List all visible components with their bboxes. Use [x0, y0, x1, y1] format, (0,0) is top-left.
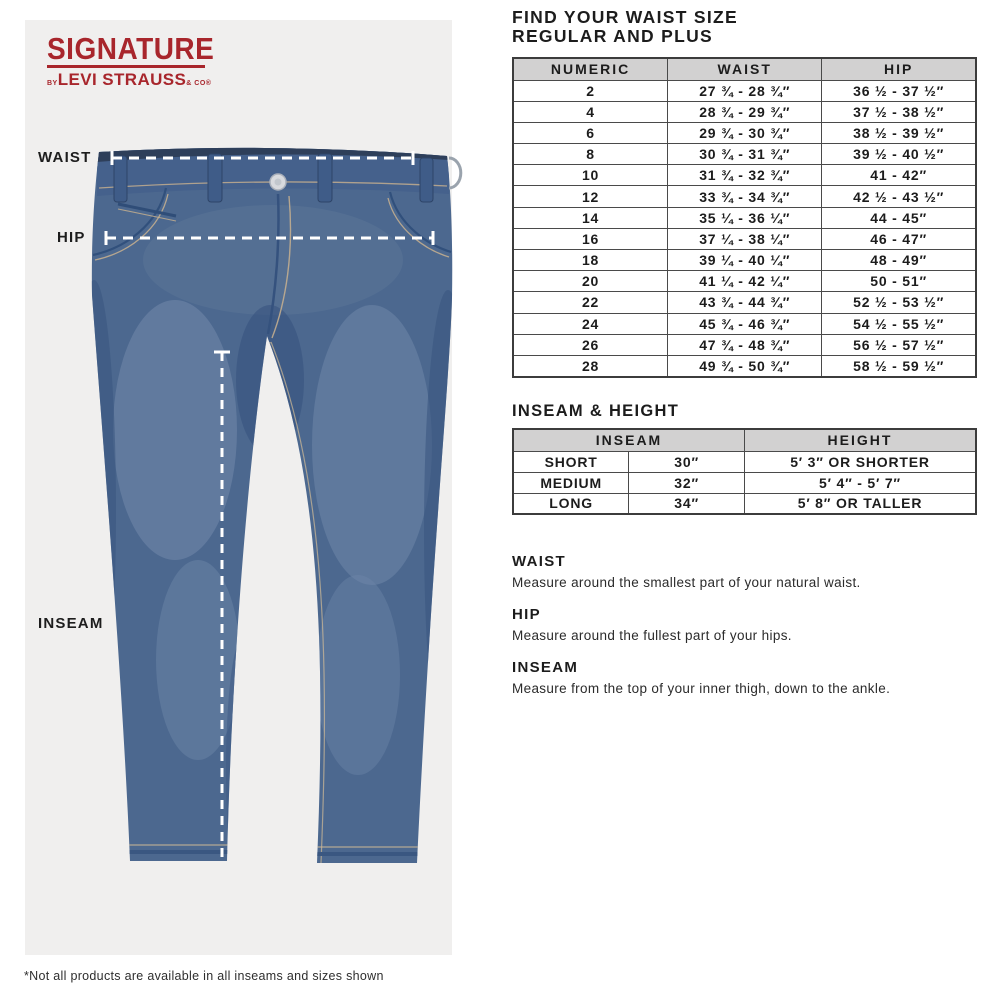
- hip-definition: [512, 606, 978, 644]
- table-row: [513, 313, 976, 334]
- hip-definition-text: Measure around the fullest part of your hips.: [512, 628, 792, 643]
- column-header-waist: WAIST: [668, 58, 822, 80]
- waist-definition-term: WAIST: [512, 553, 566, 570]
- table-cell: 30″: [629, 451, 745, 472]
- logo-co-text: & CO®: [186, 80, 212, 87]
- table-cell: 52 ½ - 53 ½″: [822, 292, 976, 313]
- table-row: [513, 250, 976, 271]
- table-cell: 34″: [629, 493, 745, 514]
- table-cell: 47 ¾ - 48 ¾″: [668, 334, 822, 355]
- table-row: [513, 80, 976, 101]
- table-cell: 37 ¼ - 38 ¼″: [668, 228, 822, 249]
- table-cell: 41 - 42″: [822, 165, 976, 186]
- waist-size-title-line1: FIND YOUR WAIST SIZE: [512, 7, 738, 27]
- waist-size-title-line2: REGULAR AND PLUS: [512, 26, 713, 46]
- table-cell: 4: [513, 101, 668, 122]
- measurement-definitions: [512, 553, 978, 712]
- logo-company-text: LEVI STRAUSS: [57, 70, 187, 89]
- logo-by-text: BY: [47, 80, 58, 87]
- waist-size-table: [512, 57, 977, 378]
- hip-definition-term: HIP: [512, 606, 541, 623]
- table-row: [513, 101, 976, 122]
- table-cell: 45 ¾ - 46 ¾″: [668, 313, 822, 334]
- inseam-height-table: [512, 428, 977, 515]
- table-cell: 8: [513, 144, 668, 165]
- waist-diagram-label: WAIST: [38, 149, 92, 166]
- logo-divider: [47, 65, 205, 68]
- column-header-inseam: INSEAM: [513, 429, 745, 451]
- table-cell: 38 ½ - 39 ½″: [822, 122, 976, 143]
- table-row: [513, 355, 976, 376]
- table-row: [513, 207, 976, 228]
- table-row: [513, 334, 976, 355]
- table-cell: 50 - 51″: [822, 271, 976, 292]
- table-cell: 33 ¾ - 34 ¾″: [668, 186, 822, 207]
- table-cell: 39 ½ - 40 ½″: [822, 144, 976, 165]
- table-row: [513, 271, 976, 292]
- waist-size-title: [512, 8, 978, 46]
- inseam-height-table-header-row: [513, 429, 976, 451]
- table-cell: 16: [513, 228, 668, 249]
- inseam-diagram-label: INSEAM: [38, 615, 104, 632]
- table-cell: 5′ 3″ OR SHORTER: [745, 451, 977, 472]
- table-cell: 37 ½ - 38 ½″: [822, 101, 976, 122]
- table-cell: 58 ½ - 59 ½″: [822, 355, 976, 376]
- column-header-hip: HIP: [822, 58, 976, 80]
- inseam-height-title: INSEAM & HEIGHT: [512, 402, 680, 420]
- table-cell: MEDIUM: [513, 472, 629, 493]
- table-cell: 42 ½ - 43 ½″: [822, 186, 976, 207]
- logo-wordmark: SIGNATURE: [47, 31, 215, 66]
- table-cell: 20: [513, 271, 668, 292]
- table-row: [513, 472, 976, 493]
- table-cell: 5′ 8″ OR TALLER: [745, 493, 977, 514]
- table-cell: 41 ¼ - 42 ¼″: [668, 271, 822, 292]
- table-cell: 6: [513, 122, 668, 143]
- inseam-definition: [512, 659, 978, 697]
- table-cell: 54 ½ - 55 ½″: [822, 313, 976, 334]
- column-header-numeric: NUMERIC: [513, 58, 668, 80]
- table-row: [513, 165, 976, 186]
- table-cell: 26: [513, 334, 668, 355]
- waist-size-table-header-row: [513, 58, 976, 80]
- table-cell: 5′ 4″ - 5′ 7″: [745, 472, 977, 493]
- table-cell: 29 ¾ - 30 ¾″: [668, 122, 822, 143]
- signature-levi-strauss-logo: [47, 31, 215, 89]
- table-cell: 28: [513, 355, 668, 376]
- table-cell: 44 - 45″: [822, 207, 976, 228]
- column-header-height: HEIGHT: [745, 429, 977, 451]
- table-row: [513, 451, 976, 472]
- table-cell: 14: [513, 207, 668, 228]
- table-cell: 56 ½ - 57 ½″: [822, 334, 976, 355]
- table-row: [513, 493, 976, 514]
- inseam-definition-term: INSEAM: [512, 659, 579, 676]
- table-cell: 49 ¾ - 50 ¾″: [668, 355, 822, 376]
- jeans-photo: [80, 130, 465, 890]
- table-cell: 31 ¾ - 32 ¾″: [668, 165, 822, 186]
- table-cell: 39 ¼ - 40 ¼″: [668, 250, 822, 271]
- table-cell: LONG: [513, 493, 629, 514]
- availability-footnote: *Not all products are available in all inseams and sizes shown: [24, 969, 384, 983]
- inseam-definition-text: Measure from the top of your inner thigh, down to the ankle.: [512, 681, 891, 696]
- table-cell: SHORT: [513, 451, 629, 472]
- table-row: [513, 292, 976, 313]
- table-cell: 12: [513, 186, 668, 207]
- table-cell: 28 ¾ - 29 ¾″: [668, 101, 822, 122]
- logo-subline: [47, 71, 214, 88]
- table-cell: 22: [513, 292, 668, 313]
- waist-definition: [512, 553, 978, 591]
- table-cell: 48 - 49″: [822, 250, 976, 271]
- table-cell: 46 - 47″: [822, 228, 976, 249]
- table-cell: 2: [513, 80, 668, 101]
- table-cell: 24: [513, 313, 668, 334]
- table-cell: 10: [513, 165, 668, 186]
- table-cell: 18: [513, 250, 668, 271]
- table-cell: 30 ¾ - 31 ¾″: [668, 144, 822, 165]
- waist-definition-text: Measure around the smallest part of your natural waist.: [512, 575, 861, 590]
- table-row: [513, 186, 976, 207]
- table-cell: 35 ¼ - 36 ¼″: [668, 207, 822, 228]
- table-cell: 32″: [629, 472, 745, 493]
- table-row: [513, 228, 976, 249]
- hip-diagram-label: HIP: [57, 229, 86, 246]
- size-guide-photo-panel: [25, 20, 452, 955]
- table-row: [513, 122, 976, 143]
- table-cell: 27 ¾ - 28 ¾″: [668, 80, 822, 101]
- table-cell: 43 ¾ - 44 ¾″: [668, 292, 822, 313]
- table-row: [513, 144, 976, 165]
- table-cell: 36 ½ - 37 ½″: [822, 80, 976, 101]
